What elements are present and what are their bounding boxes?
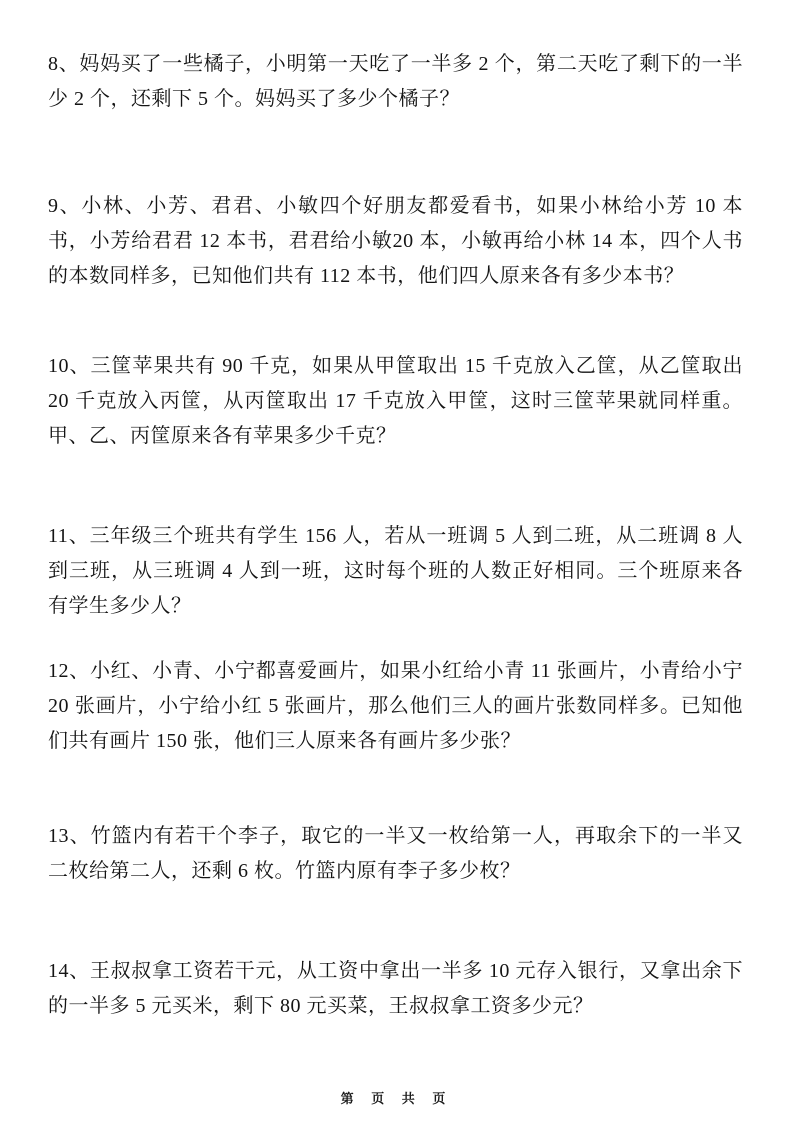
problem-11: 11、三年级三个班共有学生 156 人，若从一班调 5 人到二班，从二班调 8 人到三班，从三班调 4 人到一班，这时每个班的人数正好相同。三个班原来各有学生多少人？ (48, 525, 743, 617)
problem-8: 8、妈妈买了一些橘子，小明第一天吃了一半多 2 个，第二天吃了剩下的一半少 2 个，还剩下 5 个。妈妈买了多少个橘子？ (48, 53, 743, 110)
problem-13: 13、竹篮内有若干个李子，取它的一半又一枚给第一人，再取余下的一半又二枚给第二人，还剩 6 枚。竹篮内原有李子多少枚？ (48, 825, 743, 882)
problem-10: 10、三筐苹果共有 90 千克，如果从甲筐取出 15 千克放入乙筐，从乙筐取出 20 千克放入丙筐，从丙筐取出 17 千克放入甲筐，这时三筐苹果就同样重。甲、乙、丙筐原来各有苹果多少千克？ (48, 355, 743, 447)
page-footer: 第 页 共 页 (340, 1091, 453, 1106)
problem-12: 12、小红、小青、小宁都喜爱画片，如果小红给小青 11 张画片，小青给小宁 20 张画片，小宁给小红 5 张画片，那么他们三人的画片张数同样多。已知他们共有画片 150 张，他们三人原来各有画片多少张？ (48, 660, 743, 752)
problem-14: 14、王叔叔拿工资若干元，从工资中拿出一半多 10 元存入银行，又拿出余下的一半多 5 元买米，剩下 80 元买菜，王叔叔拿工资多少元？ (48, 960, 743, 1017)
problem-9: 9、小林、小芳、君君、小敏四个好朋友都爱看书，如果小林给小芳 10 本书，小芳给君君 12 本书，君君给小敏20 本，小敏再给小林 14 本，四个人书的本数同样多，已知他们共有 112 本书，他们四人原来各有多少本书？ (48, 195, 743, 287)
